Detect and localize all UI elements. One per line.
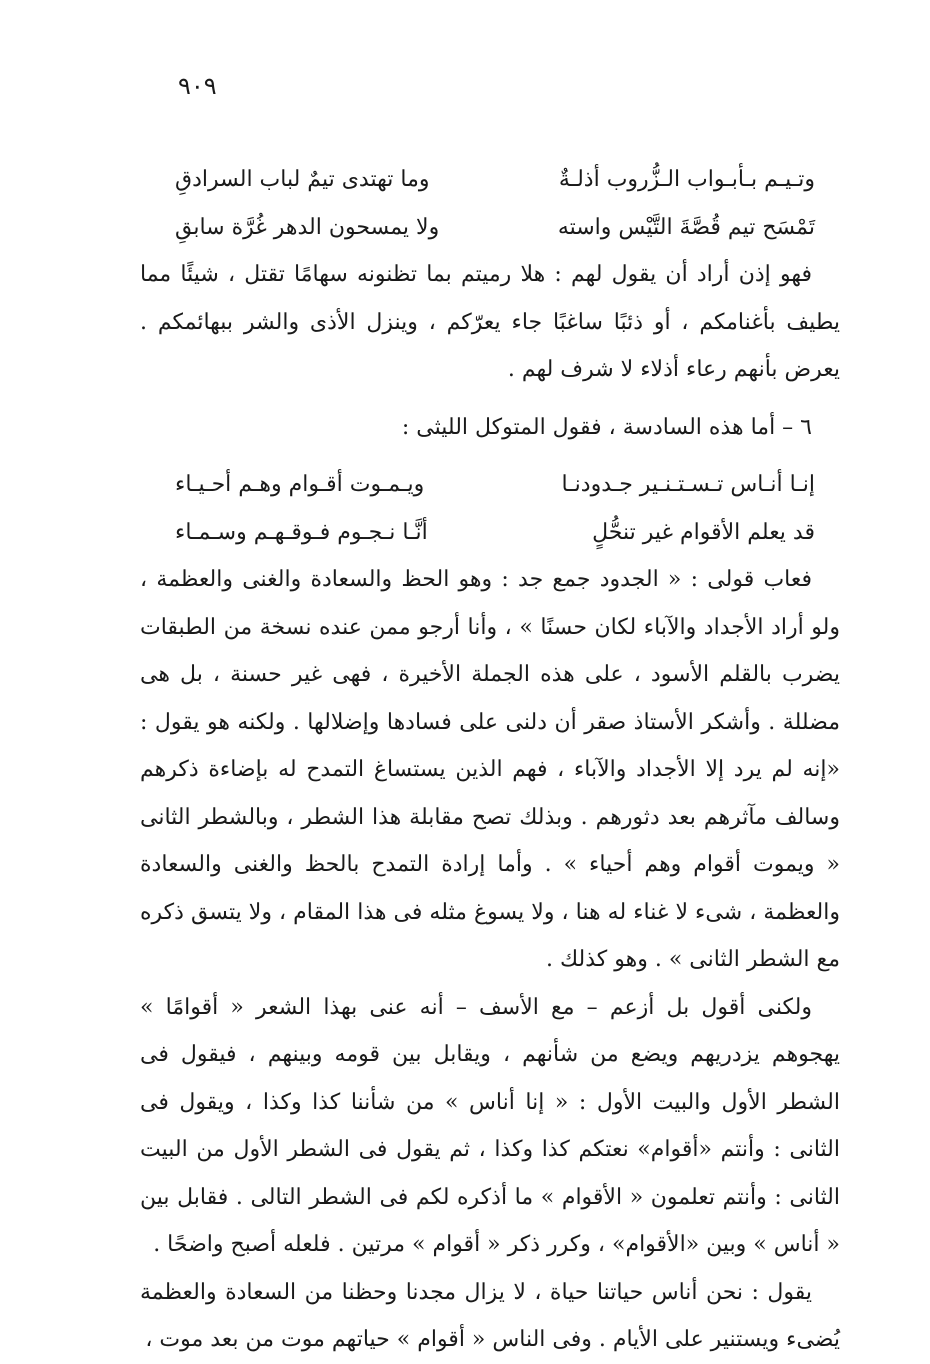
paragraph: يقول : نحن أناس حياتنا حياة ، لا يزال مجدنا وحظنا من السعادة والعظمة يُضىء ويستنير على الأيام . وفى الناس « أقوام » حياتهم موت من بعد موت ،	[140, 1279, 840, 1352]
spacer	[140, 451, 840, 461]
verse-hemistich-first: قد يعلم الأقوام غير تنحُّلٍ	[592, 519, 815, 545]
spacer	[140, 394, 840, 404]
paragraph-heading: ٦ – أما هذه السادسة ، فقول المتوكل الليثى :	[401, 414, 812, 440]
page-number: ٩٠٩	[178, 72, 217, 100]
verse-line	[140, 204, 840, 252]
verse-hemistich-second: ويـمـوت أقـوام وهـم أحـيـاء	[175, 472, 425, 497]
verse-hemistich-second: ولا يمسحون الدهر غُرَّة سابقِ	[175, 214, 440, 240]
paragraph: فهو إذن أراد أن يقول لهم : هلا رميتم بما تظنونه سهامًا تقتل ، شيئًا مما يطيف بأغنامكم ، أو ذئبًا ساغبًا جاء يعرّكم ، وينزل الأذى والشر ببهائمكم . يعرض بأنهم رعاء أذلاء لا شرف لهم .	[140, 262, 840, 382]
verse-hemistich-first: وتـيـم بـأبـواب الـزُّروب أذلـةٌ	[558, 167, 815, 192]
verse-hemistich-second: وما تهتدى تيمٌ لباب السرادقِ	[175, 167, 430, 192]
page-body	[140, 156, 840, 1364]
verse-hemistich-first: تَمْسَح تيم قُصَّةَ التَّيْس واسته	[557, 214, 815, 240]
verse-line	[140, 461, 840, 509]
paragraph: ولكنى أقول بل أزعم – مع الأسف – أنه عنى بهذا الشعر « أقوامًا » يهجوهم يزدريهم ويضع من شأنهم ، ويقابل بين قومه وبينهم ، فيقول فى الشطر الأول والبيت الأول : « إنا أناس » من شأننا كذا وكذا ، ويقول فى الثانى : وأنتم «أقوام» نعتكم كذا وكذا ، ثم يقول فى الشطر الأول من البيت الثانى : وأنتم تعلمون « الأقوام » ما أذكره لكم فى الشطر التالى . فقابل بين « أناس » وبين «الأقوام» ، وكرر ذكر « أقوام » مرتين . فلعله أصبح واضحًا .	[140, 994, 840, 1257]
verse-line	[140, 509, 840, 557]
paragraph: فعاب قولى : « الجدود جمع جد : وهو الحظ والسعادة والغنى والعظمة ، ولو أراد الأجداد والآباء لكان حسنًا » ، وأنا أرجو ممن عنده نسخة من الطبقات يضرب بالقلم الأسود ، على هذه الجملة الأخيرة ، فهى غير حسنة ، بل هى مضللة . وأشكر الأستاذ صقر أن دلنى على فسادها وإضلالها . ولكنه هو يقول : «إنه لم يرد إلا الأجداد والآباء ، فهم الذين يستساغ التمدح له بإضاءة ذكرهم وسالف مآثرهم بعد دثورهم . وبذلك تصح مقابلة هذا الشطر ، وبالشطر الثانى « ويموت أقوام وهم أحياء » . وأما إرادة التمدح بالحظ والغنى والسعادة والعظمة ، شىء لا غناء له هنا ، ولا يسوغ مثله فى هذا المقام ، ولا يتسق ذكره مع الشطر الثانى » . وهو كذلك .	[140, 567, 841, 972]
verse-hemistich-second: أنَّـا نـجـوم فـوقـهـم وسـمـاء	[175, 519, 428, 545]
verse-hemistich-first: إنـا أنـاس تـسـتـنـير جـدودنـا	[561, 472, 815, 497]
verse-line	[140, 156, 840, 204]
